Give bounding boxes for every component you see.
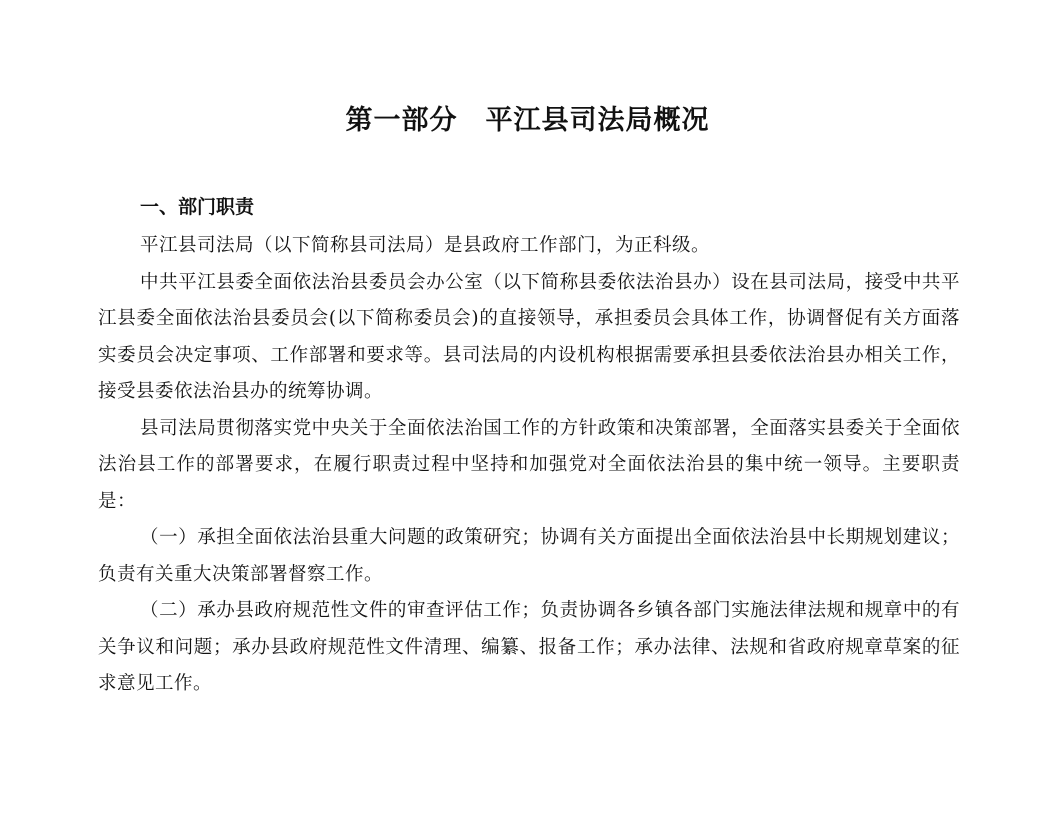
section-heading: 一、部门职责 bbox=[140, 196, 255, 218]
paragraph-3: 县司法局贯彻落实党中央关于全面依法治国工作的方针政策和决策部署，全面落实县委关于全面依法治县工作的部署要求，在履行职责过程中坚持和加强党对全面依法治县的集中统一领导。主要职责是： bbox=[98, 417, 960, 512]
paragraph-5: （二）承办县政府规范性文件的审查评估工作；负责协调各乡镇各部门实施法律法规和规章中的有关争议和问题；承办县政府规范性文件清理、编纂、报备工作；承办法律、法规和省政府规章草案的征求意见工作。 bbox=[98, 600, 960, 694]
page-title: 第一部分 平江县司法局概况 bbox=[345, 105, 710, 136]
paragraph-4: （一）承担全面依法治县重大问题的政策研究；协调有关方面提出全面依法治县中长期规划建议；负责有关重大决策部署督察工作。 bbox=[98, 527, 960, 585]
body-text bbox=[98, 228, 960, 703]
paragraph-1: 平江县司法局（以下简称县司法局）是县政府工作部门，为正科级。 bbox=[140, 235, 711, 256]
paragraph-2: 中共平江县委全面依法治县委员会办公室（以下简称县委依法治县办）设在县司法局，接受中共平江县委全面依法治县委员会(以下简称委员会)的直接领导，承担委员会具体工作，协调督促有关方面落实委员会决定事项、工作部署和要求等。县司法局的内设机构根据需要承担县委依法治县办相关工作，接受县委依法治县办的统筹协调。 bbox=[98, 271, 960, 402]
